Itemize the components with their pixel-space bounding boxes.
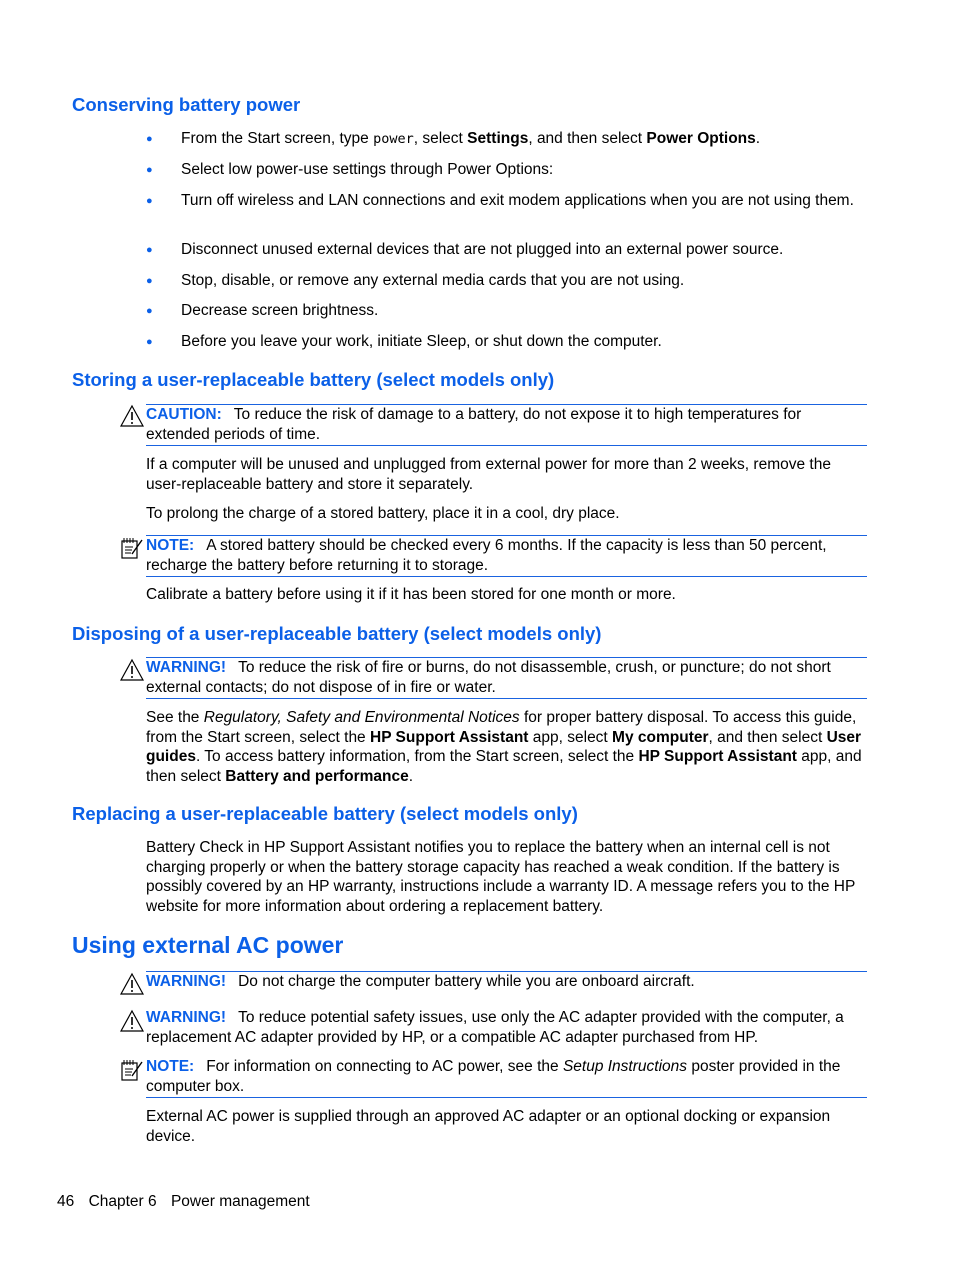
warning-triangle-icon [120,658,144,682]
bullet-icon: ● [146,244,153,256]
warning-notice: WARNING! Do not charge the computer battery while you are onboard aircraft. [146,971,867,993]
list-item: Disconnect unused external devices that are not plugged into an external power source. [181,241,784,258]
warning-label: WARNING! [146,973,227,990]
warning-label: WARNING! [146,1009,227,1026]
bullet-icon: ● [146,336,153,348]
paragraph: Calibrate a battery before using it if it has been stored for one month or more. [146,586,676,603]
page-number: 46 [57,1193,75,1210]
paragraph: See the Regulatory, Safety and Environmental Notices for proper battery disposal. To access this guide, from the Start screen, select the HP Support Assistant app, select My computer, and then select User guides. To access battery information, from the Start screen, select the HP Support Assistant app, and then select Battery and performance. [146,709,862,785]
note-label: NOTE: [146,537,195,554]
heading-using-external-ac-power: Using external AC power [72,932,344,958]
list-item: Stop, disable, or remove any external media cards that you are not using. [181,272,685,289]
bullet-icon: ● [146,133,153,145]
note-notice: NOTE: A stored battery should be checked every 6 months. If the capacity is less than 50 percent, recharge the battery before returning it to storage. [146,535,867,577]
chapter-number: Chapter 6 [88,1193,157,1210]
bullet-icon: ● [146,275,153,287]
paragraph: If a computer will be unused and unplugged from external power for more than 2 weeks, remove the user-replaceable battery and store it separately. [146,456,831,493]
list-item: Select low power-use settings through Power Options: [181,161,554,178]
list-item: From the Start screen, type power, select Settings, and then select Power Options. [181,130,761,147]
warning-label: WARNING! [146,659,227,676]
paragraph: Battery Check in HP Support Assistant notifies you to replace the battery when an internal cell is not charging properly or when the battery storage capacity has reached a weak condition. If the battery is possibly covered by an HP warranty, instructions include a warranty ID. A message refers you to the HP website for more information about ordering a replacement battery. [146,839,856,915]
warning-notice: WARNING! To reduce potential safety issues, use only the AC adapter provided with the computer, a replacement AC adapter provided by HP, or a compatible AC adapter purchased from HP. [146,1009,844,1046]
heading-disposing-battery: Disposing of a user-replaceable battery (select models only) [72,623,602,644]
paragraph: External AC power is supplied through an approved AC adapter or an optional docking or expansion device. [146,1108,831,1145]
note-pad-icon [120,536,144,560]
bullet-icon: ● [146,195,153,207]
warning-triangle-icon [120,1009,144,1033]
page-footer [57,1192,320,1212]
caution-notice: CAUTION: To reduce the risk of damage to a battery, do not expose it to high temperatures for extended periods of time. [146,404,867,446]
bullet-icon: ● [146,164,153,176]
list-item: Before you leave your work, initiate Sleep, or shut down the computer. [181,333,662,350]
heading-replacing-battery: Replacing a user-replaceable battery (select models only) [72,803,578,824]
bullet-icon: ● [146,305,153,317]
warning-notice: WARNING! To reduce the risk of fire or burns, do not disassemble, crush, or puncture; do not short external contacts; do not dispose of in fire or water. [146,657,867,699]
chapter-title: Power management [170,1193,310,1210]
heading-storing-battery: Storing a user-replaceable battery (select models only) [72,369,555,390]
list-item: Decrease screen brightness. [181,302,379,319]
note-notice: NOTE: For information on connecting to AC power, see the Setup Instructions poster provided in the computer box. [146,1057,867,1098]
warning-triangle-icon [120,404,144,428]
heading-conserving-battery-power: Conserving battery power [72,94,301,115]
list-item: Turn off wireless and LAN connections and exit modem applications when you are not using them. [181,192,854,209]
warning-triangle-icon [120,972,144,996]
caution-label: CAUTION: [146,406,222,423]
paragraph: To prolong the charge of a stored battery, place it in a cool, dry place. [146,505,620,522]
note-pad-icon [120,1058,144,1082]
note-label: NOTE: [146,1058,195,1075]
